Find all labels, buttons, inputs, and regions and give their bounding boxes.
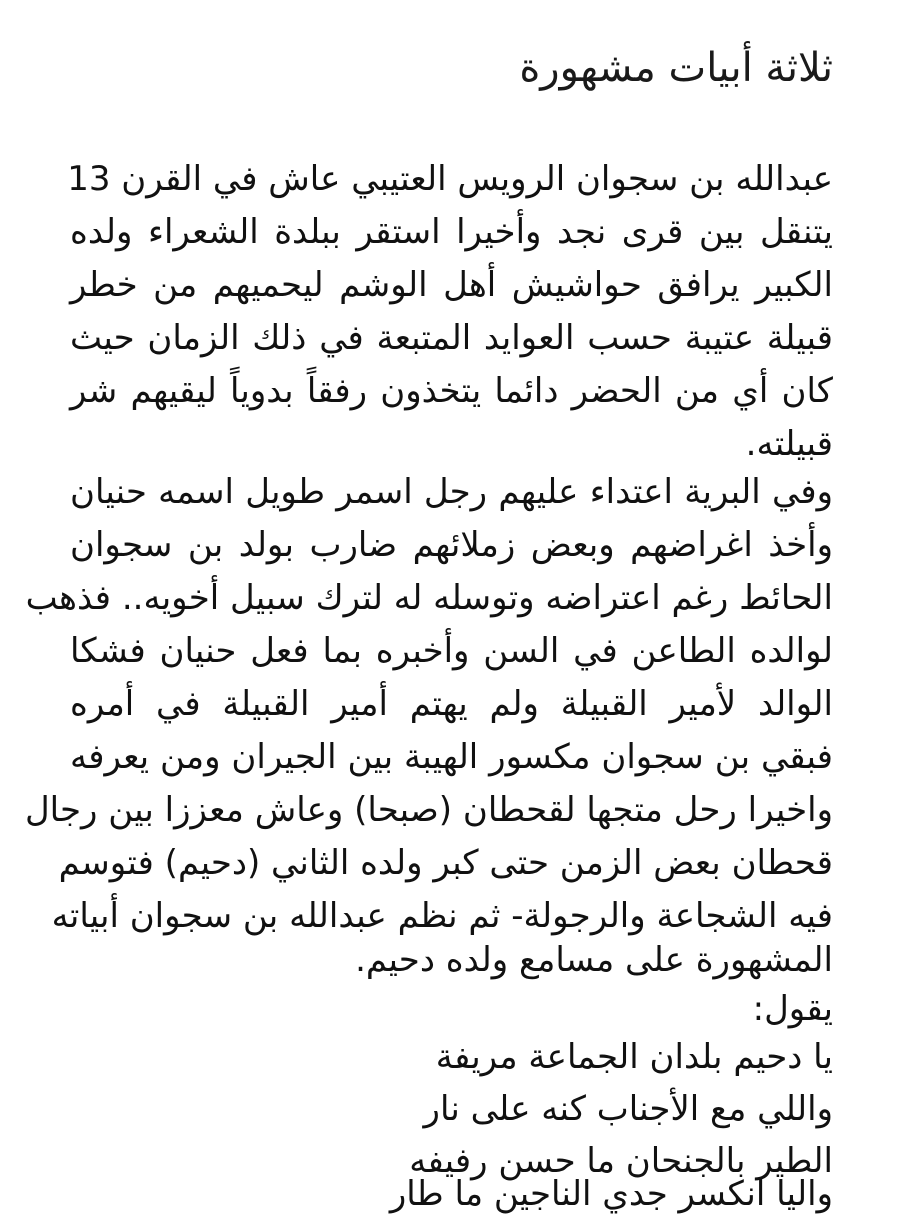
body-line: الحائط رغم اعتراضه وتوسله له لترك سبيل أخويه.. فذهب: [25, 578, 833, 618]
body-line: قحطان بعض الزمن حتى كبر ولده الثاني (دحيم) فتوسم: [58, 843, 833, 883]
verse-line: واللي مع الأجناب كنه على نار: [423, 1089, 833, 1129]
verse-line: واليا انكسر جدي الناجين ما طار: [389, 1174, 833, 1214]
body-line: يقول:: [752, 989, 833, 1029]
body-line: الكبير يرافق حواشيش أهل الوشم ليحميهم من خطر: [70, 265, 833, 305]
body-line: عبدالله بن سجوان الرويس العتيبي عاش في القرن 13: [67, 159, 833, 199]
body-line: كان أي من الحضر دائما يتخذون رفقاً بدوياً ليقيهم شر: [70, 371, 833, 411]
body-line: يتنقل بين قرى نجد وأخيرا استقر ببلدة الشعراء ولده: [70, 212, 833, 252]
verse-line: يا دحيم بلدان الجماعة مريفة: [435, 1037, 833, 1077]
article-title: ثلاثة أبيات مشهورة: [519, 45, 833, 91]
body-line: المشهورة على مسامع ولده دحيم.: [355, 940, 833, 980]
verse-line: الطير بالجنحان ما حسن رفيفه: [409, 1141, 833, 1181]
body-line: وفي البرية اعتداء عليهم رجل اسمر طويل اسمه حنيان: [70, 472, 833, 512]
body-line: قبيلة عتيبة حسب العوايد المتبعة في ذلك الزمان حيث: [70, 318, 833, 358]
body-line: قبيلته.: [745, 424, 833, 464]
body-line: واخيرا رحل متجها لقحطان (صبحا) وعاش معززا بين رجال: [24, 790, 833, 830]
body-line: وأخذ اغراضهم وبعض زملائهم ضارب بولد بن سجوان: [70, 525, 833, 565]
body-line: فبقي بن سجوان مكسور الهيبة بين الجيران ومن يعرفه: [70, 737, 833, 777]
body-line: لوالده الطاعن في السن وأخبره بما فعل حنيان فشكا: [70, 631, 833, 671]
body-line: الوالد لأمير القبيلة ولم يهتم أمير القبيلة في أمره: [70, 684, 833, 724]
body-line: فيه الشجاعة والرجولة- ثم نظم عبدالله بن سجوان أبياته: [51, 896, 833, 936]
